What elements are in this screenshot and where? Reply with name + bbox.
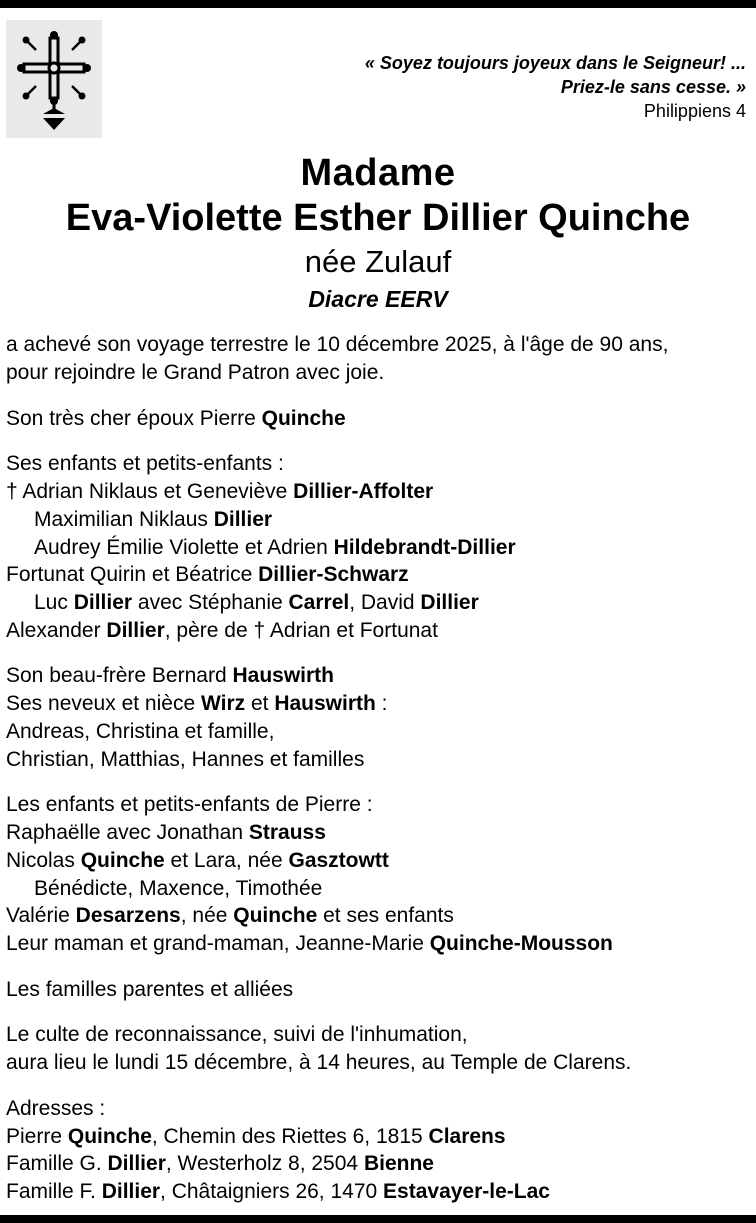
list-item: Andreas, Christina et famille, — [6, 719, 275, 743]
text-bold: Quinche-Mousson — [429, 931, 613, 955]
text-part: Luc — [34, 591, 74, 615]
text-bold: Hauswirth — [232, 664, 334, 688]
text-part: , Chemin des Riettes 6, 1815 — [151, 1124, 429, 1148]
list-item — [6, 1150, 750, 1178]
text-part: Pierre — [6, 1124, 68, 1148]
allied-families-paragraph — [6, 976, 750, 1004]
text-part: et ses enfants — [317, 904, 454, 928]
text-part: Son beau-frère Bernard — [6, 664, 233, 688]
text-part: et Lara, née — [164, 848, 289, 872]
text-part: Raphaëlle avec Jonathan — [6, 821, 249, 845]
list-item — [6, 1123, 750, 1151]
spouse-prefix: Son très cher époux Pierre — [6, 406, 262, 430]
pierre-family-intro: Les enfants et petits-enfants de Pierre : — [6, 793, 373, 817]
list-item — [6, 506, 750, 534]
text-bold: Dillier — [101, 1179, 161, 1203]
page-title — [6, 152, 750, 313]
top-rule — [0, 0, 756, 8]
verse-source: Philippiens 4 — [643, 100, 746, 121]
list-item — [6, 902, 750, 930]
text-part: Nicolas — [6, 848, 81, 872]
text-bold: Strauss — [248, 821, 326, 845]
deceased-name: Eva-Violette Esther Dillier Quinche — [65, 196, 691, 239]
text-bold: Desarzens — [75, 904, 181, 928]
text-part: Maximilian Niklaus — [34, 507, 214, 531]
verse-line-2: Priez-le sans cesse. » — [560, 76, 746, 97]
text-part: , père de † Adrian et Fortunat — [164, 618, 438, 642]
spouse-line — [6, 405, 750, 433]
text-part: , David — [349, 591, 421, 615]
pierre-family-paragraph — [6, 791, 750, 957]
allied-families-line: Les familles parentes et alliées — [6, 977, 294, 1001]
announcement-line-1: a achevé son voyage terrestre le 10 décembre 2025, à l'âge de 90 ans, — [6, 333, 669, 357]
text-part: , née — [180, 904, 234, 928]
bottom-rule — [0, 1215, 756, 1223]
list-item — [6, 478, 750, 506]
list-item — [6, 690, 750, 718]
text-part: Famille F. — [6, 1179, 102, 1203]
text-part: Fortunat Quirin et Béatrice — [6, 563, 259, 587]
text-part: : — [375, 692, 388, 716]
text-bold: Gasztowtt — [288, 848, 389, 872]
scripture-verse — [102, 20, 750, 123]
notice-header — [6, 8, 750, 138]
text-part: Ses neveux et nièce — [6, 692, 201, 716]
text-part: † Adrian Niklaus et Geneviève — [6, 480, 294, 504]
text-bold: Carrel — [288, 591, 350, 615]
text-part: Valérie — [6, 904, 76, 928]
text-bold: Hildebrandt-Dillier — [333, 535, 516, 559]
list-item — [6, 930, 750, 958]
text-bold: Clarens — [428, 1124, 506, 1148]
verse-line-1: « Soyez toujours joyeux dans le Seigneur! ... — [364, 53, 746, 73]
children-intro: Ses enfants et petits-enfants : — [6, 452, 284, 476]
text-bold: Quinche — [80, 848, 165, 872]
text-part: Audrey Émilie Violette et Adrien — [34, 535, 334, 559]
ceremony-paragraph — [6, 1021, 750, 1076]
huguenot-cross-icon — [6, 20, 102, 138]
list-item — [6, 589, 750, 617]
addresses-paragraph — [6, 1095, 750, 1206]
announcement-line-2: pour rejoindre le Grand Patron avec joie. — [6, 361, 385, 384]
children-paragraph — [6, 450, 750, 644]
text-bold: Hauswirth — [274, 692, 376, 716]
text-bold: Quinche — [233, 904, 318, 928]
list-item — [6, 819, 750, 847]
list-item — [6, 847, 750, 875]
ceremony-line-1: Le culte de reconnaissance, suivi de l'inhumation, — [6, 1023, 468, 1047]
ceremony-line-2: aura lieu le lundi 15 décembre, à 14 heures, au Temple de Clarens. — [6, 1051, 632, 1075]
text-part: , Châtaigniers 26, 1470 — [160, 1179, 384, 1203]
text-bold: Dillier — [73, 591, 133, 615]
text-bold: Estavayer-le-Lac — [383, 1179, 550, 1203]
list-item: Christian, Matthias, Hannes et familles — [6, 747, 365, 771]
spouse-paragraph — [6, 405, 750, 433]
list-item: Bénédicte, Maxence, Timothée — [34, 876, 323, 900]
spouse-surname: Quinche — [261, 406, 346, 430]
text-part: , Westerholz 8, 2504 — [165, 1152, 364, 1176]
list-item — [6, 617, 750, 645]
text-part: Leur maman et grand-maman, Jeanne-Marie — [6, 931, 430, 955]
text-bold: Dillier — [107, 1152, 166, 1176]
addresses-intro: Adresses : — [6, 1096, 106, 1120]
role-title: Diacre EERV — [308, 286, 448, 313]
text-bold: Dillier — [213, 507, 273, 531]
text-part: avec Stéphanie — [132, 591, 289, 615]
text-bold: Wirz — [200, 692, 246, 716]
list-item — [6, 1178, 750, 1206]
announcement-paragraph — [6, 331, 750, 386]
text-bold: Dillier — [106, 618, 165, 642]
maiden-name: née Zulauf — [304, 244, 452, 280]
list-item — [6, 662, 750, 690]
text-part: Famille G. — [6, 1152, 108, 1176]
text-bold: Dillier-Affolter — [293, 480, 434, 504]
text-part: et — [245, 692, 275, 716]
list-item — [6, 561, 750, 589]
text-bold: Dillier-Schwarz — [258, 563, 409, 587]
notice-content — [0, 8, 756, 1206]
text-bold: Quinche — [67, 1124, 152, 1148]
text-bold: Dillier — [420, 591, 479, 615]
list-item — [6, 534, 750, 562]
text-part: Alexander — [6, 618, 107, 642]
relatives-paragraph — [6, 662, 750, 773]
text-bold: Bienne — [363, 1152, 434, 1176]
honorific: Madame — [300, 152, 456, 194]
